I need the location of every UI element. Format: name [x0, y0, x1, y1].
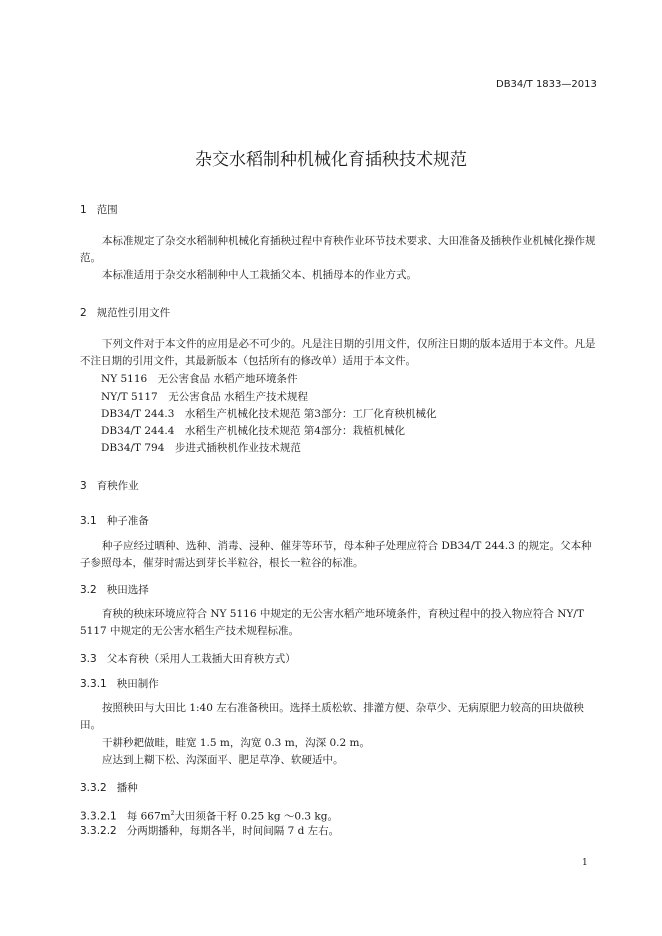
document-code: DB34/T 1833—2013: [496, 79, 597, 90]
reference-item: DB34/T 794 步进式插秧机作业技术规范: [101, 442, 301, 454]
reference-item: NY 5116 无公害食品 水稻产地环境条件: [101, 373, 298, 385]
section-1-heading: [80, 202, 118, 217]
paragraph: 干耕秒耙做畦，畦宽 1.5 m，沟宽 0.3 m，沟深 0.2 m。: [102, 737, 370, 749]
clause-number: 3.3.2.2: [80, 825, 117, 837]
section-number: 3.2: [80, 584, 97, 596]
section-number: 3.3: [80, 653, 97, 665]
section-number: 1: [80, 204, 87, 216]
section-title: 规范性引用文件: [96, 307, 171, 319]
section-number: 3.3.1: [80, 678, 107, 690]
paragraph: 本标准适用于杂交水稻制种中人工栽插父本、机插母本的作业方式。: [102, 269, 417, 281]
section-number: 3.1: [80, 515, 97, 527]
section-title: 范围: [96, 204, 118, 216]
subsection-3-2-heading: [80, 582, 149, 597]
subsection-3-3-2-heading: [80, 780, 138, 795]
section-title: 秧田选择: [106, 584, 149, 596]
reference-item: NY/T 5117 无公害食品 水稻生产技术规程: [101, 391, 309, 403]
subsection-3-3-heading: [80, 651, 296, 666]
paragraph: 应达到上糊下松、沟深面平、肥足草净、软硬适中。: [102, 754, 344, 766]
subsection-3-3-1-heading: [80, 676, 159, 691]
document-title: 杂交水稻制种机械化育插秧技术规范: [195, 150, 467, 170]
section-title: 育秧作业: [96, 480, 139, 492]
superscript: 2: [170, 810, 175, 817]
paragraph: 育秧的秧床环境应符合 NY 5116 中规定的无公害水稻产地环境条件，育秧过程中的投入物应符合 NY/T 5117 中规定的无公害水稻生产技术规程标准。: [80, 608, 584, 637]
section-number: 2: [80, 307, 87, 319]
clause-3-3-2-2: [80, 823, 339, 840]
clause-text: 大田须备干籽 0.25 kg ～0.3 kg。: [174, 810, 339, 823]
section-title: 父本育秧（采用人工栽插大田育秧方式）: [106, 653, 296, 665]
paragraph: 本标准规定了杂交水稻制种机械化育插秧过程中育秧作业环节技术要求、大田准备及插秧作业机械化操作规范。: [80, 235, 596, 264]
section-number: 3: [80, 480, 87, 492]
section-number: 3.3.2: [80, 782, 107, 794]
paragraph: 下列文件对于本文件的应用是必不可少的。凡是注日期的引用文件，仅所注日期的版本适用于本文件。凡是不注日期的引用文件，其最新版本（包括所有的修改单）适用于本文件。: [80, 338, 596, 367]
clause-text: 分两期播种，每期各半，时间间隔 7 d 左右。: [126, 825, 340, 837]
section-title: 种子准备: [106, 515, 149, 527]
section-title: 播种: [116, 782, 138, 794]
clause-text: 每 667m: [126, 810, 171, 823]
reference-item: DB34/T 244.4 水稻生产机械化技术规范 第4部分：栽植机械化: [101, 425, 405, 437]
paragraph: 种子应经过晒种、选种、消毒、浸种、催芽等环节，母本种子处理应符合 DB34/T 244.3 的规定。父本种子参照母本，催芽时需达到芽长半粒谷，根长一粒谷的标准。: [80, 540, 592, 569]
subsection-3-1-heading: [80, 513, 149, 528]
page-number: 1: [582, 858, 588, 868]
paragraph: 按照秧田与大田比 1:40 左右准备秧田。选择土质松软、排灌方便、杂草少、无病原肥力较高的田块做秧田。: [80, 702, 584, 731]
reference-item: DB34/T 244.3 水稻生产机械化技术规范 第3部分：工厂化育秧机械化: [101, 408, 437, 420]
section-2-heading: [80, 305, 170, 320]
section-3-heading: [80, 478, 139, 493]
section-title: 秧田制作: [116, 678, 159, 690]
clause-number: 3.3.2.1: [80, 810, 117, 823]
